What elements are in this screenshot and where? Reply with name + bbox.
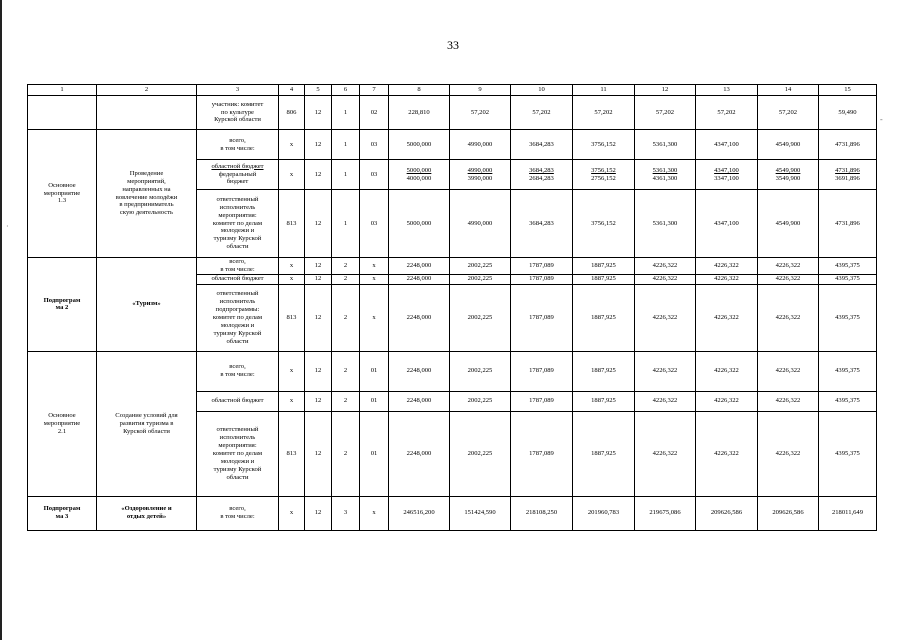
amount-cell: 1787,089 [511,351,573,391]
code-cell: 1 [332,190,360,258]
header-cell: 11 [573,85,635,96]
amount-cell-line: 3990,000 [467,174,493,182]
amount-cell: 3756,152 [573,190,635,258]
amount-cell: 4226,322 [758,258,819,275]
amount-cell: 1787,089 [511,284,573,351]
amount-cell: 59,490 [819,96,877,130]
amount-cell: 2002,225 [450,284,511,351]
amount-cell: 4395,375 [819,284,877,351]
event-name-cell: Проведение мероприятий, направленных на вовлечение молодёжи в предприниматель скую деятельность [97,130,197,258]
amount-cell-line: 2684,283 [529,174,554,182]
funding-source-cell [197,160,279,190]
code-cell: x [279,274,305,284]
amount-cell: 4226,322 [635,351,696,391]
amount-cell-line: 4731,896 [835,166,860,174]
event-cell: Подпрограм ма 3 [28,496,97,530]
amount-cell-line: 3549,900 [775,174,801,182]
amount-cell: 219675,086 [635,496,696,530]
funding-source-cell-line: федеральный бюджет [218,170,257,186]
amount-cell: 209626,586 [696,496,758,530]
code-cell: 12 [305,411,332,496]
amount-cell: 3684,283 [511,190,573,258]
amount-cell: 57,202 [573,96,635,130]
funding-source-cell-line: областной бюджет [211,162,264,170]
amount-cell: 4347,100 [696,130,758,160]
amount-cell: 2248,000 [389,411,450,496]
header-cell: 15 [819,85,877,96]
amount-cell: 4347,100 [696,190,758,258]
code-cell: 01 [360,391,389,411]
amount-cell: 246516,200 [389,496,450,530]
amount-cell: 4226,322 [696,274,758,284]
amount-cell: 5361,300 [635,190,696,258]
amount-cell: 1787,089 [511,411,573,496]
page-number: 33 [447,38,459,52]
code-cell: x [279,496,305,530]
header-cell: 8 [389,85,450,96]
amount-cell: 4226,322 [696,351,758,391]
amount-cell: 1887,925 [573,274,635,284]
amount-cell: 4226,322 [696,391,758,411]
code-cell: 12 [305,258,332,275]
table-row [28,496,877,530]
funding-source-cell: участник: комитет по культуре Курской области [197,96,279,130]
amount-cell: 1887,925 [573,258,635,275]
code-cell: 2 [332,351,360,391]
code-cell: 806 [279,96,305,130]
code-cell: 03 [360,190,389,258]
amount-cell [573,160,635,190]
amount-cell: 4226,322 [696,284,758,351]
amount-cell: 4226,322 [758,284,819,351]
amount-cell: 4226,322 [758,351,819,391]
amount-cell: 5361,300 [635,130,696,160]
table-row [28,130,877,160]
code-cell: 12 [305,496,332,530]
amount-cell: 4990,000 [450,190,511,258]
code-cell: 1 [332,130,360,160]
amount-cell-line: 4000,000 [406,174,432,182]
amount-cell-line: 3756,152 [591,166,616,174]
code-cell: x [360,496,389,530]
amount-cell-line: 4549,900 [775,166,801,174]
code-cell: x [279,258,305,275]
amount-cell: 1787,089 [511,258,573,275]
page-edge-line [0,0,2,640]
code-cell: 03 [360,160,389,190]
amount-cell [450,160,511,190]
amount-cell-line: 4990,000 [467,166,493,174]
amount-cell: 209626,586 [758,496,819,530]
amount-cell: 4395,375 [819,274,877,284]
code-cell: 3 [332,496,360,530]
code-cell: 01 [360,411,389,496]
amount-cell: 2002,225 [450,258,511,275]
code-cell: 12 [305,190,332,258]
amount-cell: 151424,590 [450,496,511,530]
amount-cell: 2002,225 [450,274,511,284]
code-cell: 2 [332,411,360,496]
funding-source-cell: всего, в том числе: [197,130,279,160]
amount-cell: 57,202 [450,96,511,130]
amount-cell: 3756,152 [573,130,635,160]
code-cell: x [279,351,305,391]
code-cell: 03 [360,130,389,160]
amount-cell: 218108,250 [511,496,573,530]
amount-cell: 1887,925 [573,391,635,411]
code-cell: x [279,391,305,411]
event-cell: Основное мероприятие 2.1 [28,351,97,496]
funding-source-cell: всего, в том числе: [197,258,279,275]
table-body [28,96,877,531]
code-cell: x [360,258,389,275]
amount-cell: 5000,000 [389,130,450,160]
amount-cell: 2248,000 [389,391,450,411]
table-header-row [28,85,877,96]
header-cell: 7 [360,85,389,96]
amount-cell: 3684,283 [511,130,573,160]
amount-cell-line: 4347,100 [714,166,739,174]
header-cell: 4 [279,85,305,96]
amount-cell [819,160,877,190]
header-cell: 14 [758,85,819,96]
code-cell: 12 [305,130,332,160]
amount-cell: 4395,375 [819,411,877,496]
code-cell: 02 [360,96,389,130]
budget-table [27,84,877,531]
funding-source-cell: областной бюджет [197,274,279,284]
amount-cell: 4990,000 [450,130,511,160]
code-cell: 813 [279,284,305,351]
table-row [28,96,877,130]
header-cell: 13 [696,85,758,96]
amount-cell [758,160,819,190]
header-cell: 9 [450,85,511,96]
event-cell: Подпрограм ма 2 [28,258,97,352]
amount-cell: 201960,783 [573,496,635,530]
code-cell: 2 [332,258,360,275]
funding-source-cell: ответственный исполнитель мероприятия: комитет по делам молодежи и туризму Курской области [197,190,279,258]
code-cell: 12 [305,274,332,284]
header-cell: 10 [511,85,573,96]
code-cell: 12 [305,160,332,190]
event-name-cell: «Туризм» [97,258,197,352]
code-cell: 813 [279,411,305,496]
amount-cell: 4395,375 [819,258,877,275]
code-cell: 12 [305,284,332,351]
event-name-cell: «Оздоровление и отдых детей» [97,496,197,530]
amount-cell: 4226,322 [635,391,696,411]
amount-cell: 4731,896 [819,130,877,160]
header-cell: 2 [97,85,197,96]
code-cell: x [360,274,389,284]
code-cell: x [279,130,305,160]
amount-cell: 2002,225 [450,411,511,496]
amount-cell-line: 3691,896 [835,174,860,182]
amount-cell: 57,202 [511,96,573,130]
amount-cell: 57,202 [758,96,819,130]
event-cell [28,96,97,130]
amount-cell: 4549,900 [758,130,819,160]
code-cell: 12 [305,351,332,391]
code-cell: 2 [332,391,360,411]
amount-cell [635,160,696,190]
amount-cell [696,160,758,190]
amount-cell: 228,810 [389,96,450,130]
header-cell: 5 [305,85,332,96]
header-cell: 12 [635,85,696,96]
amount-cell-line: 2756,152 [591,174,616,182]
amount-cell: 4226,322 [635,411,696,496]
amount-cell: 1787,089 [511,391,573,411]
amount-cell [511,160,573,190]
amount-cell-line: 5361,300 [652,166,678,174]
amount-cell: 4395,375 [819,351,877,391]
amount-cell-line: 4361,300 [652,174,678,182]
amount-cell: 2248,000 [389,351,450,391]
code-cell: x [360,284,389,351]
amount-cell: 1887,925 [573,411,635,496]
table-row [28,258,877,275]
code-cell: 1 [332,96,360,130]
amount-cell: 4226,322 [635,274,696,284]
amount-cell: 4395,375 [819,391,877,411]
event-name-cell [97,96,197,130]
code-cell: x [279,160,305,190]
amount-cell: 57,202 [696,96,758,130]
amount-cell: 2002,225 [450,351,511,391]
event-cell: Основное мероприятие 1.3 [28,130,97,258]
amount-cell: 4226,322 [696,411,758,496]
amount-cell: 1887,925 [573,284,635,351]
funding-source-cell: всего, в том числе: [197,351,279,391]
amount-cell: 5000,000 [389,190,450,258]
amount-cell: 4226,322 [758,391,819,411]
code-cell: 01 [360,351,389,391]
amount-cell-line: 5000,000 [406,166,432,174]
amount-cell: 4226,322 [758,274,819,284]
event-name-cell: Создание условий для развития туризма в Курской области [97,351,197,496]
amount-cell: 4731,896 [819,190,877,258]
amount-cell [389,160,450,190]
funding-source-cell: областной бюджет [197,391,279,411]
amount-cell-line: 3347,100 [714,174,739,182]
code-cell: 1 [332,160,360,190]
margin-mark: · [6,222,9,231]
code-cell: 12 [305,96,332,130]
amount-cell: 2248,000 [389,258,450,275]
header-cell: 3 [197,85,279,96]
amount-cell: 57,202 [635,96,696,130]
amount-cell: 4226,322 [758,411,819,496]
amount-cell: 2248,000 [389,274,450,284]
amount-cell: 4226,322 [635,284,696,351]
funding-source-cell: ответственный исполнитель мероприятия: комитет по делам молодежи и туризму Курской области [197,411,279,496]
amount-cell: 1887,925 [573,351,635,391]
amount-cell: 218011,649 [819,496,877,530]
amount-cell-line: 3684,283 [529,166,554,174]
code-cell: 2 [332,284,360,351]
amount-cell: 2248,000 [389,284,450,351]
header-cell: 6 [332,85,360,96]
amount-cell: 1787,089 [511,274,573,284]
amount-cell: 2002,225 [450,391,511,411]
table-row [28,351,877,391]
code-cell: 813 [279,190,305,258]
code-cell: 2 [332,274,360,284]
amount-cell: 4226,322 [635,258,696,275]
amount-cell: 4549,900 [758,190,819,258]
header-cell: 1 [28,85,97,96]
amount-cell: 4226,322 [696,258,758,275]
funding-source-cell: всего, в том числе: [197,496,279,530]
funding-source-cell: ответственный исполнитель подпрограммы: комитет по делам молодежи и туризму Курской области [197,284,279,351]
margin-mark: - [880,115,883,124]
code-cell: 12 [305,391,332,411]
